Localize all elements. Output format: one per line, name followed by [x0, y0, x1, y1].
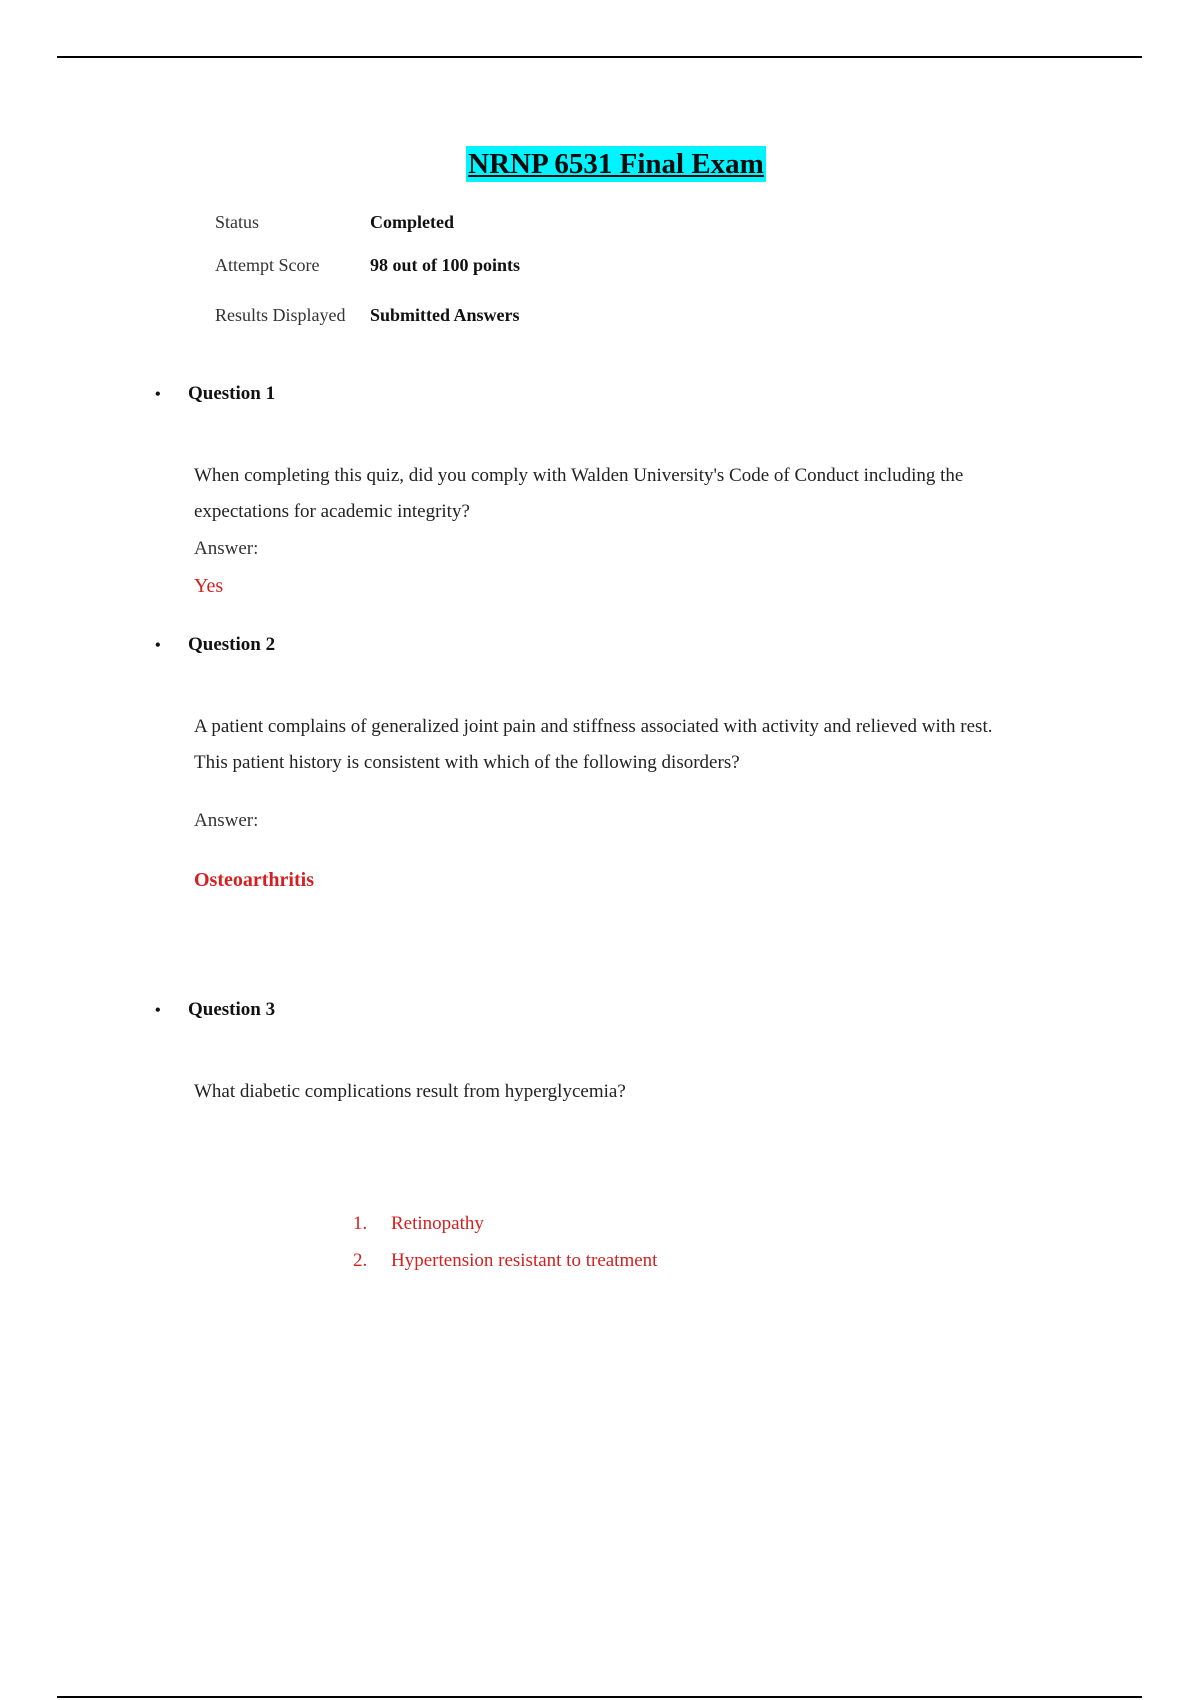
list-number: 2. [353, 1250, 368, 1271]
meta-value: Completed [370, 212, 454, 232]
list-item [353, 1250, 657, 1287]
page-title: NRNP 6531 Final Exam [468, 148, 764, 180]
question-1-text: When completing this quiz, did you comply with Walden University's Code of Conduct including the expectations for academic integrity? [194, 465, 964, 522]
list-item-text: Retinopathy [391, 1213, 484, 1234]
meta-value: Submitted Answers [370, 305, 520, 325]
list-item [353, 1213, 657, 1250]
bottom-rule [57, 1696, 1142, 1698]
list-item-text: Hypertension resistant to treatment [391, 1250, 658, 1271]
bullet-icon: • [155, 1002, 161, 1019]
bullet-icon: • [155, 386, 161, 403]
list-number: 1. [353, 1213, 368, 1234]
meta-label: Status [215, 212, 260, 232]
question-3-text: What diabetic complications result from hyperglycemia? [194, 1081, 626, 1102]
question-2-heading [155, 634, 275, 656]
top-rule [57, 56, 1142, 58]
question-2-answer: Osteoarthritis [194, 869, 314, 891]
question-heading-label: Question 1 [188, 383, 276, 404]
title-block [0, 146, 1200, 182]
question-heading-label: Question 2 [188, 634, 276, 655]
question-1-heading [155, 383, 275, 405]
question-3-heading [155, 999, 275, 1021]
answer-label: Answer: [194, 810, 259, 831]
question-1-answer: Yes [194, 575, 224, 597]
bullet-icon: • [155, 637, 161, 654]
question-3-answer-list [353, 1213, 657, 1287]
question-heading-label: Question 3 [188, 999, 276, 1020]
meta-value: 98 out of 100 points [370, 255, 521, 275]
meta-label: Results Displayed [215, 305, 346, 325]
meta-label: Attempt Score [215, 255, 320, 275]
answer-label: Answer: [194, 538, 259, 559]
question-2-text: A patient complains of generalized joint pain and stiffness associated with activity and relieved with rest. This patient history is consistent with which of the following disorders? [194, 716, 993, 773]
